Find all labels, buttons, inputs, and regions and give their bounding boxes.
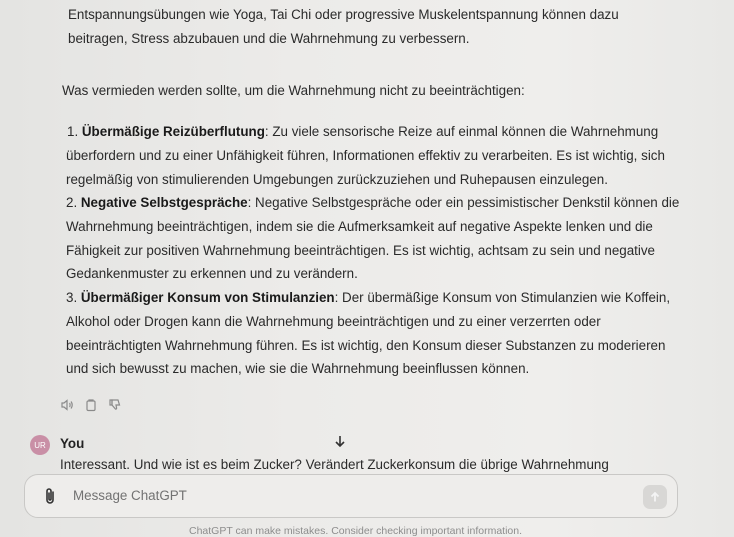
scroll-down-button[interactable] (329, 430, 351, 452)
list-item-1-line-1: 1. Übermäßige Reizüberflutung: Zu viele sensorische Reize auf einmal können die Wahrnehmung (67, 124, 659, 139)
list-item-3-line-3: beeinträchtigten Wahrnehmung führen. Es ist wichtig, den Konsum dieser Substanzen zu moderieren (66, 338, 666, 353)
list-item-3-line-1: 3. Übermäßiger Konsum von Stimulanzien: Der übermäßige Konsum von Stimulanzien wie Koffein, (66, 290, 671, 305)
message-composer (24, 474, 678, 518)
list-item-2-line-1: 2. Negative Selbstgespräche: Negative Selbstgespräche oder ein pessimistischer Denkstil können die (66, 195, 680, 210)
list-item-3-line-4: und sich bewusst zu machen, wie sie die Wahrnehmung beeinflussen können. (66, 361, 530, 376)
response-actions (60, 398, 122, 412)
speaker-icon[interactable] (60, 398, 74, 412)
response-line-1: Entspannungsübungen wie Yoga, Tai Chi oder progressive Muskelentspannung können dazu (68, 7, 619, 22)
message-input[interactable] (73, 488, 613, 503)
list-item-3-line-2: Alkohol oder Drogen kann die Wahrnehmung beeinträchtigen und zu einer verzerrten oder (66, 314, 601, 329)
send-button[interactable] (643, 485, 667, 509)
list-item-2-line-2: Wahrnehmung beeinträchtigen, indem sie die Aufmerksamkeit auf negative Aspekte lenken und die (66, 219, 653, 234)
list-item-3-title: Übermäßiger Konsum von Stimulanzien (80, 290, 335, 305)
user-author: You (60, 436, 85, 451)
footer-disclaimer: ChatGPT can make mistakes. Consider checking important information. (189, 525, 523, 537)
response-line-2: beitragen, Stress abzubauen und die Wahrnehmung zu verbessern. (68, 31, 470, 46)
user-message-text: Interessant. Und wie ist es beim Zucker? Verändert Zuckerkonsum die übrige Wahrnehmung (60, 457, 609, 472)
list-item-1-title: Übermäßige Reizüberflutung (81, 124, 265, 139)
list-item-2-line-3: Fähigkeit zur positiven Wahrnehmung beeinträchtigen. Es ist wichtig, achtsam zu sein und negative (66, 243, 656, 258)
response-line-3: Was vermieden werden sollte, um die Wahrnehmung nicht zu beeinträchtigen: (62, 83, 525, 98)
thumbs-down-icon[interactable] (108, 398, 122, 412)
arrow-down-icon (333, 434, 347, 448)
attach-icon[interactable] (41, 486, 59, 506)
list-item-1-line-3: regelmäßig von stimulierenden Umgebungen zurückzuziehen und Ruhepausen einzulegen. (66, 172, 608, 187)
avatar: UR (30, 435, 50, 455)
list-item-2-line-4: Gedankenmuster zu erkennen und zu verändern. (66, 266, 358, 281)
list-item-1-line-2: überfordern und zu einer Unfähigkeit führen, Informationen effektiv zu verarbeiten. Es ist wichtig, sich (66, 148, 665, 163)
copy-icon[interactable] (84, 398, 98, 412)
arrow-up-icon (649, 491, 661, 503)
list-item-2-title: Negative Selbstgespräche (80, 195, 248, 210)
